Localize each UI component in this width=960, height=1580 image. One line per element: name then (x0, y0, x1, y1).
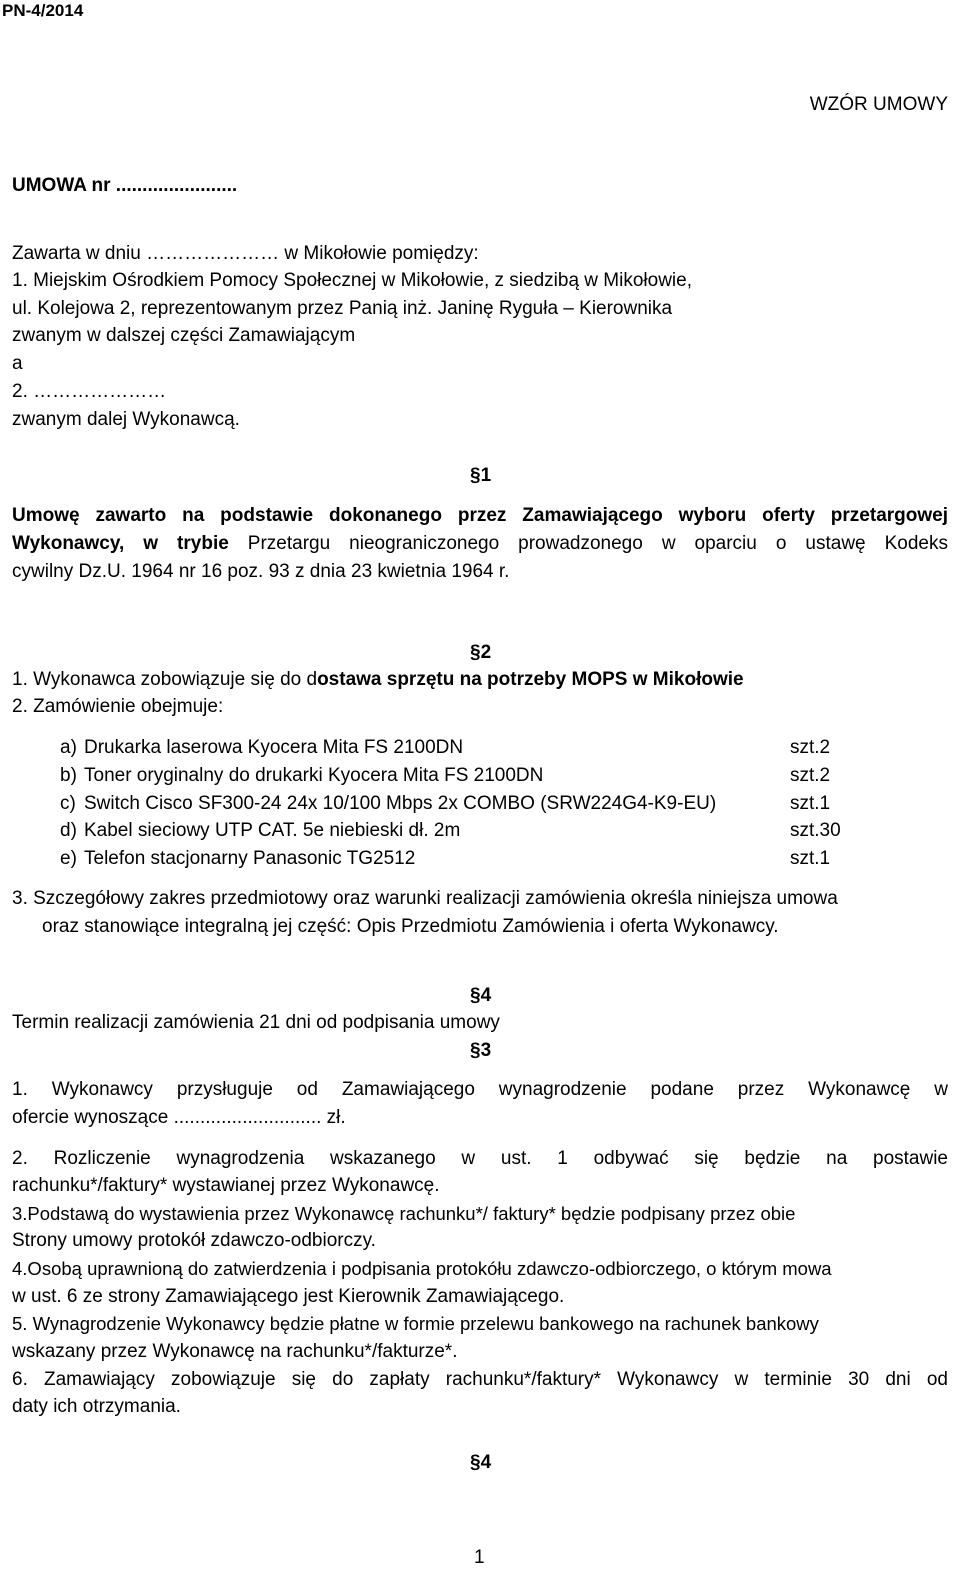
order-item-qty: szt.30 (790, 820, 841, 841)
section-3-point-3: Strony umowy protokół zdawczo-odbiorczy. (12, 1230, 376, 1251)
section-1-rest: Przetargu nieograniczonego prowadzonego w oparciu o ustawę Kodeks (247, 533, 948, 554)
order-item-marker: a) (60, 737, 77, 758)
page-number: 1 (474, 1547, 485, 1568)
section-heading-2: §2 (470, 642, 492, 663)
intro-line: Zawarta w dniu ………………… w Mikołowie pomiędzy: (12, 243, 479, 264)
section-3-point-2: 2. Rozliczenie wynagrodzenia wskazanego w ust. 1 odbywać się będzie na postawie (12, 1148, 948, 1169)
order-item-qty: szt.2 (790, 737, 831, 758)
section-3-point-1: 1. Wykonawcy przysługuje od Zamawiającego wynagrodzenie podane przez Wykonawcę w (12, 1079, 948, 1100)
section-1-bold: Wykonawcy, w trybie (12, 533, 229, 554)
section-heading-1: §1 (470, 465, 492, 486)
section-3-point-1: ofercie wynoszące ............................ zł. (12, 1107, 346, 1128)
section-3-point-4: w ust. 6 ze strony Zamawiającego jest Kierownik Zamawiającego. (12, 1286, 565, 1307)
order-item-marker: d) (60, 820, 77, 841)
section-heading-4: §4 (470, 985, 492, 1006)
section-3-point-4: 4.Osobą uprawnioną do zatwierdzenia i podpisania protokółu zdawczo-odbiorczego, o którym mowa (12, 1258, 832, 1279)
section-1-text: Umowę zawarto na podstawie dokonanego przez Zamawiającego wyboru oferty przetargowej (12, 505, 948, 526)
order-item-name: Kabel sieciowy UTP CAT. 5e niebieski dł. 2m (84, 820, 461, 841)
section-3-point-6: daty ich otrzymania. (12, 1396, 181, 1417)
intro-line: zwanym dalej Wykonawcą. (12, 409, 240, 430)
order-item-qty: szt.2 (790, 765, 831, 786)
intro-line: a (12, 353, 23, 374)
section-3-point-5: 5. Wynagrodzenie Wykonawcy będzie płatne w formie przelewu bankowego na rachunek bankowy (12, 1313, 819, 1334)
completion-term: Termin realizacji zamówienia 21 dni od podpisania umowy (12, 1012, 500, 1033)
section-2-point-3: oraz stanowiące integralną jej część: Opis Przedmiotu Zamówienia i oferta Wykonawcy. (42, 916, 779, 937)
order-item-marker: b) (60, 765, 77, 786)
order-item-name: Drukarka laserowa Kyocera Mita FS 2100DN (84, 737, 464, 758)
order-item-marker: e) (60, 848, 77, 869)
section-3-point-6: 6. Zamawiający zobowiązuje się do zapłaty rachunku*/faktury* Wykonawcy w terminie 30 dni od (12, 1369, 948, 1390)
contract-title: UMOWA nr ....................... (12, 175, 238, 196)
section-heading-4-second: §4 (470, 1452, 492, 1473)
intro-line: 1. Miejskim Ośrodkiem Pomocy Społecznej w Mikołowie, z siedzibą w Mikołowie, (12, 270, 692, 291)
intro-line: 2. ………………… (12, 381, 167, 402)
section-2-point-1 (12, 667, 744, 693)
section-2-point-1-plain: 1. Wykonawca zobowiązuje się do d (12, 669, 318, 690)
section-1-text: cywilny Dz.U. 1964 nr 16 poz. 93 z dnia 23 kwietnia 1964 r. (12, 561, 510, 582)
order-item-name: Toner oryginalny do drukarki Kyocera Mita FS 2100DN (84, 765, 544, 786)
document-code: PN-4/2014 (2, 1, 84, 20)
order-item-qty: szt.1 (790, 793, 831, 814)
section-2-point-2: 2. Zamówienie obejmuje: (12, 696, 224, 717)
order-item-name: Telefon stacjonarny Panasonic TG2512 (84, 848, 416, 869)
section-3-point-5: wskazany przez Wykonawcę na rachunku*/fakturze*. (12, 1341, 458, 1362)
order-item-name: Switch Cisco SF300-24 24x 10/100 Mbps 2x COMBO (SRW224G4-K9-EU) (84, 793, 717, 814)
section-2-point-1-bold: ostawa sprzętu na potrzeby MOPS w Mikołowie (317, 669, 744, 690)
order-item-qty: szt.1 (790, 848, 831, 869)
template-label: WZÓR UMOWY (809, 94, 948, 115)
section-2-point-3: 3. Szczegółowy zakres przedmiotowy oraz warunki realizacji zamówienia określa niniejsza umowa (12, 888, 838, 909)
intro-line: ul. Kolejowa 2, reprezentowanym przez Panią inż. Janinę Ryguła – Kierownika (12, 298, 673, 319)
section-3-point-2: rachunku*/faktury* wystawianej przez Wykonawcę. (12, 1175, 440, 1196)
order-item-marker: c) (60, 793, 76, 814)
intro-line: zwanym w dalszej części Zamawiającym (12, 325, 356, 346)
section-1-text (12, 531, 948, 557)
section-3-point-3: 3.Podstawą do wystawienia przez Wykonawcę rachunku*/ faktury* będzie podpisany przez obie (12, 1203, 796, 1224)
section-heading-3: §3 (470, 1040, 492, 1061)
